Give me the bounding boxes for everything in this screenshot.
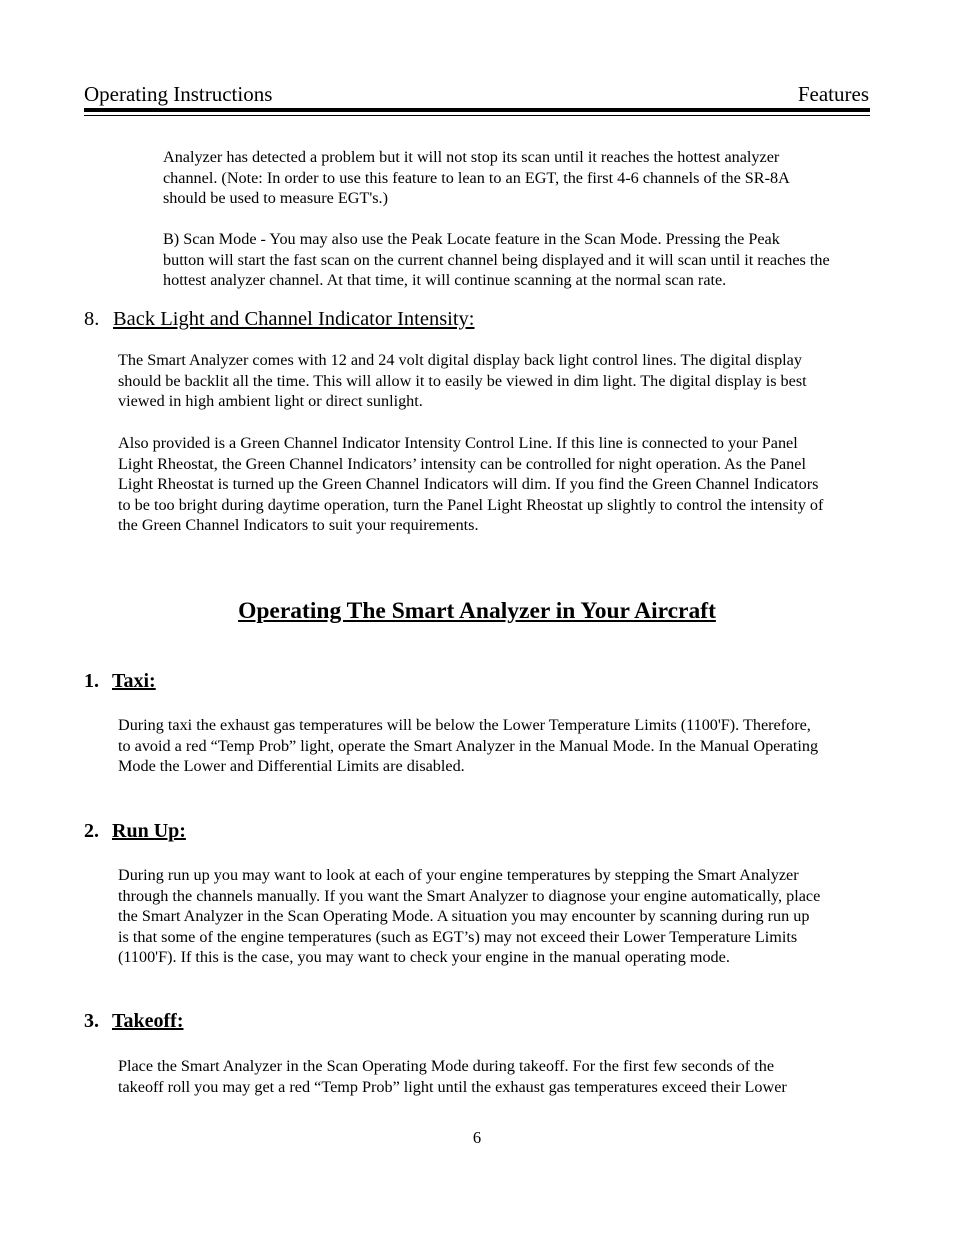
text-line: Mode the Lower and Differential Limits are disabled. bbox=[118, 757, 465, 775]
text-line: Analyzer has detected a problem but it will not stop its scan until it reaches the hottest analyzer bbox=[163, 148, 780, 166]
text-line: During taxi the exhaust gas temperatures will be below the Lower Temperature Limits (1100'F). Therefore, bbox=[118, 716, 811, 734]
runup-heading: Run Up: bbox=[112, 820, 186, 842]
section-8-heading: Back Light and Channel Indicator Intensity: bbox=[113, 308, 475, 330]
main-section-title: Operating The Smart Analyzer in Your Aircraft bbox=[238, 598, 716, 624]
text-line: to avoid a red “Temp Prob” light, operate the Smart Analyzer in the Manual Mode. In the Manual Operating bbox=[118, 736, 819, 755]
taxi-number: 1. bbox=[84, 670, 99, 692]
taxi-paragraph bbox=[118, 715, 818, 777]
text-line: Light Rheostat, the Green Channel Indicators’ intensity can be controlled for night operation. As the Panel bbox=[118, 454, 806, 473]
section-8-paragraph-2 bbox=[118, 433, 823, 536]
text-line: takeoff roll you may get a red “Temp Prob” light until the exhaust gas temperatures exceed their Lower bbox=[118, 1077, 787, 1096]
header-left-title: Operating Instructions bbox=[84, 82, 273, 106]
section-8-paragraph-1 bbox=[118, 350, 807, 412]
header-rule-thick bbox=[84, 108, 870, 112]
text-line: viewed in high ambient light or direct sunlight. bbox=[118, 392, 423, 410]
text-line: During run up you may want to look at each of your engine temperatures by stepping the Smart Analyzer bbox=[118, 866, 799, 884]
text-line: Also provided is a Green Channel Indicator Intensity Control Line. If this line is connected to your Panel bbox=[118, 434, 798, 452]
takeoff-paragraph bbox=[118, 1056, 787, 1097]
section-8-number: 8. bbox=[84, 308, 100, 330]
takeoff-number: 3. bbox=[84, 1010, 99, 1032]
runup-paragraph bbox=[118, 865, 820, 968]
text-line: to be too bright during daytime operation, turn the Panel Light Rheostat up slightly to control the intensity of bbox=[118, 495, 824, 514]
header-right-title: Features bbox=[797, 82, 869, 106]
page-number: 6 bbox=[472, 1128, 482, 1147]
text-line: button will start the fast scan on the current channel being displayed and it will scan until it reaches the bbox=[163, 250, 830, 269]
text-line: (1100'F). If this is the case, you may want to check your engine in the manual operating mode. bbox=[118, 948, 730, 966]
header-rule-thin bbox=[84, 115, 870, 116]
text-line: is that some of the engine temperatures (such as EGT’s) may not exceed their Lower Temperature Limits bbox=[118, 927, 798, 946]
text-line: B) Scan Mode - You may also use the Peak Locate feature in the Scan Mode. Pressing the Peak bbox=[163, 230, 780, 248]
text-line: channel. (Note: In order to use this feature to lean to an EGT, the first 4-6 channels of the SR-8A bbox=[163, 168, 790, 187]
text-line: the Smart Analyzer in the Scan Operating Mode. A situation you may encounter by scanning during run up bbox=[118, 907, 810, 925]
runup-number: 2. bbox=[84, 820, 99, 842]
text-line: through the channels manually. If you want the Smart Analyzer to diagnose your engine automatically, place bbox=[118, 886, 821, 905]
text-line: The Smart Analyzer comes with 12 and 24 volt digital display back light control lines. The digital display bbox=[118, 351, 802, 369]
text-line: the Green Channel Indicators to suit your requirements. bbox=[118, 516, 479, 534]
text-line: hottest analyzer channel. At that time, it will continue scanning at the normal scan rate. bbox=[163, 271, 727, 289]
takeoff-heading: Takeoff: bbox=[112, 1010, 184, 1032]
text-line: Place the Smart Analyzer in the Scan Operating Mode during takeoff. For the first few seconds of the bbox=[118, 1057, 775, 1075]
intro-paragraph-1 bbox=[163, 147, 790, 209]
text-line: Light Rheostat is turned up the Green Channel Indicators will dim. If you find the Green Channel Indicators bbox=[118, 475, 819, 493]
intro-paragraph-2 bbox=[163, 229, 830, 291]
text-line: should be used to measure EGT's.) bbox=[163, 189, 388, 207]
text-line: should be backlit all the time. This will allow it to easily be viewed in dim light. The digital display is best bbox=[118, 371, 807, 390]
taxi-heading: Taxi: bbox=[112, 670, 156, 692]
